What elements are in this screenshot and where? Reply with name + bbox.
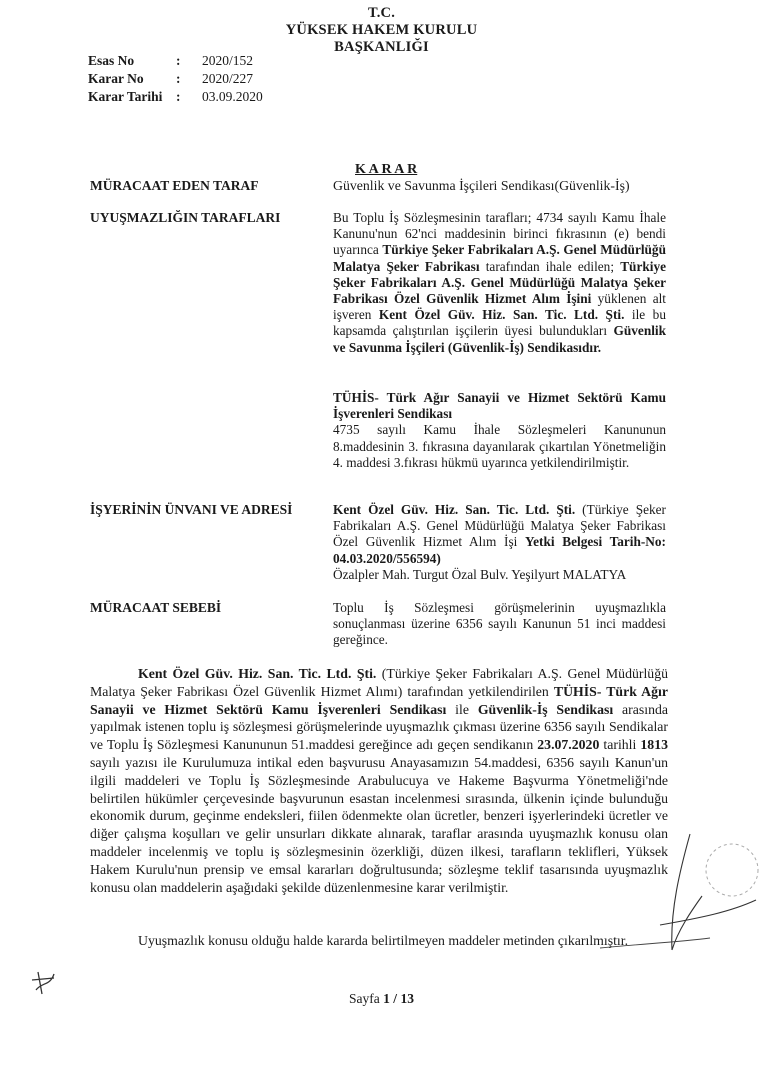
- body-text: (Türkiye Şeker Fabrikaları A.Ş. Genel Müdürlüğü Malatya Şeker Fabrikası Özel Güvenlik Hizmet Alımı) tarafından yetkilendirilen: [90, 666, 668, 699]
- page-current: 1: [383, 991, 390, 1006]
- parties-union: Güvenlik ve Savunma İşçileri (Güvenlik-İş) Sendikasıdır.: [333, 323, 666, 355]
- parties-employer-union: [333, 390, 666, 471]
- applicant-label: MÜRACAAT EDEN TARAF: [90, 178, 259, 193]
- parties-subcontractor: Kent Özel Güv. Hiz. San. Tic. Ltd. Şti.: [378, 307, 625, 323]
- header-presidency: BAŞKANLIĞI: [334, 39, 429, 55]
- signature-scribble: [560, 830, 760, 980]
- meta-value: 2020/227: [202, 71, 254, 86]
- body-text: ile: [446, 701, 478, 717]
- body-employer-union: TÜHİS- Türk Ağır Sanayii ve Hizmet Sektörü Kamu İşverenleri Sendikası: [90, 683, 668, 717]
- employer-union-name: TÜHİS- Türk Ağır Sanayii ve Hizmet Sektörü Kamu İşverenleri Sendikası: [333, 390, 666, 422]
- meta-esas-no: [88, 53, 253, 69]
- page-total: 13: [400, 991, 414, 1006]
- page-separator: /: [389, 991, 401, 1006]
- parties-text: tarafından ihale edilen;: [479, 258, 621, 274]
- body-text: sayılı yazısı ile Kurulumuza intikal eden başvurusu Anayasamızın 54.maddesi, 6356 sayılı Kanun'un ilgili maddeleri ve Toplu İş Sözleşmesinde Arabulucuya ve Hakeme Başvurma Yönetmeliği'nde belirtilen hükümler çerçevesinde başvurunun esastan incelenmesi sırasında, ülkenin içinde bulunduğu ekonomik durum, geçinme endeksleri, fiilen ödenmekte olan ücretler, benzeri işyerlerindeki ücretler ve diğer çalışma koşulları ve gelir unsurları dikkate alınarak, taraflar arasında uyuşmazlık konusu olan maddeler incelenmiş ve toplu iş sözleşmesinin özerkliği, düzen ilkesi, tarafların teklifleri, Yüksek Hakem Kurulu'nun prensip ve emsal kararları doğrultusunda; sözleşme teklif tasarısında uyuşmazlık konusu olan maddelerin aşağıdaki şekilde düzenlenmesine karar verilmiştir.: [90, 754, 668, 895]
- parties-employer: Türkiye Şeker Fabrikaları A.Ş. Genel Müdürlüğü Malatya Şeker Fabrikası: [333, 242, 666, 274]
- body-text: tarihli: [599, 737, 641, 753]
- initial-mark: [28, 968, 58, 998]
- body-paragraph-2: Uyuşmazlık konusu olduğu halde kararda belirtilmeyen maddeler metinden çıkarılmıştır.: [138, 933, 629, 948]
- header-tc: T.C.: [367, 5, 396, 21]
- meta-key: Karar Tarihi: [88, 89, 163, 104]
- parties-label: UYUŞMAZLIĞIN TARAFLARI: [90, 210, 281, 225]
- body-number: 1813: [640, 737, 668, 753]
- header-institution: YÜKSEK HAKEM KURULU: [285, 22, 478, 38]
- body-company: Kent Özel Güv. Hiz. San. Tic. Ltd. Şti.: [138, 666, 377, 681]
- page-prefix: Sayfa: [349, 991, 384, 1006]
- parties-paragraph: [333, 210, 666, 356]
- body-worker-union: Güvenlik-İş Sendikası: [477, 701, 614, 717]
- meta-karar-tarihi: [88, 89, 263, 105]
- body-text: arasında yapılmak istenen toplu iş sözleşmesi görüşmelerinde uyuşmazlık çıkması üzerine 6356 sayılı Sendikalar ve Toplu İş Sözleşmesi Kanununun 51.maddesi gereğince adı geçen sendikanın: [90, 701, 668, 753]
- meta-key: Esas No: [88, 53, 135, 68]
- employer-union-text: 4735 sayılı Kamu İhale Sözleşmeleri Kanununun 8.maddesinin 3. fıkrasına dayanılarak çıkartılan Yönetmeliğin 4. maddesi 3.fıkrası hükmü uyarınca yetkilendirilmiştir.: [333, 422, 666, 470]
- workplace-authority: Yetki Belgesi Tarih-No: 04.03.2020/556594): [333, 534, 666, 566]
- workplace-address: Özalpler Mah. Turgut Özal Bulv. Yeşilyurt MALATYA: [333, 566, 627, 582]
- meta-karar-no: [88, 71, 253, 87]
- meta-colon: :: [176, 53, 181, 68]
- parties-text: ile bu kapsamda çalıştırılan işçilerin üyesi bulundukları: [333, 307, 666, 339]
- body-date: 23.07.2020: [537, 737, 600, 753]
- meta-value: 2020/152: [202, 53, 254, 68]
- applicant-value: Güvenlik ve Savunma İşçileri Sendikası(Güvenlik-İş): [333, 178, 630, 193]
- page-number: [0, 991, 763, 1007]
- workplace-text: (Türkiye Şeker Fabrikaları A.Ş. Genel Müdürlüğü Malatya Şeker Fabrikası Özel Güvenlik Hizmet Alım İşi: [333, 502, 666, 550]
- meta-colon: :: [176, 71, 181, 86]
- meta-key: Karar No: [88, 71, 144, 86]
- reason-label: MÜRACAAT SEBEBİ: [90, 600, 222, 615]
- parties-text: yüklenen alt işveren: [333, 291, 666, 323]
- workplace-label: İŞYERİNİN ÜNVANI VE ADRESİ: [90, 502, 293, 517]
- parties-tender: Türkiye Şeker Fabrikaları A.Ş. Genel Müdürlüğü Malatya Şeker Fabrikası Özel Güvenlik Hizmet Alım İşini: [333, 258, 666, 307]
- meta-value: 03.09.2020: [202, 89, 263, 104]
- workplace-company: Kent Özel Güv. Hiz. San. Tic. Ltd. Şti.: [333, 502, 576, 517]
- document-title: K A R A R: [355, 162, 418, 177]
- meta-colon: :: [176, 89, 181, 104]
- reason-value: Toplu İş Sözleşmesi görüşmelerinin uyuşmazlıkla sonuçlanması üzerine 6356 sayılı Kanunun 51 inci maddesi gereğince.: [333, 600, 666, 648]
- parties-text: Bu Toplu İş Sözleşmesinin tarafları; 4734 sayılı Kamu İhale Kanunu'nun 62'nci maddesinin birinci fıkrasının (e) bendi uyarınca: [333, 210, 666, 258]
- workplace-value: [333, 502, 666, 583]
